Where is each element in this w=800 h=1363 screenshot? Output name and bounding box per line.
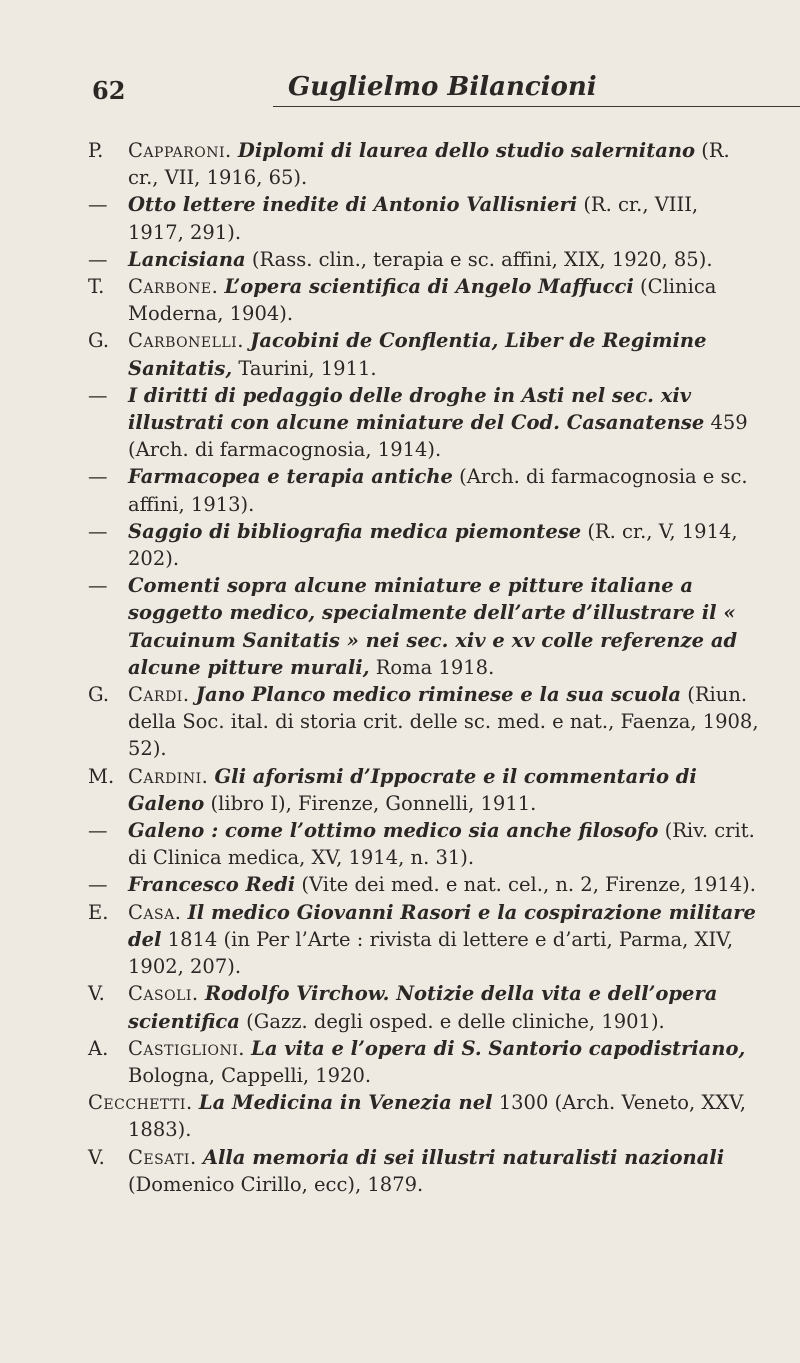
bibliography-entry	[88, 763, 760, 817]
entry-initial: G.	[88, 683, 110, 707]
entry-initial: M.	[88, 764, 115, 788]
entry-publication: (Gazz. degli osped. e delle cliniche, 1901).	[246, 1009, 665, 1033]
bibliography-entry	[88, 463, 760, 517]
entry-title: Rodolfo Virchow. Notizie della vita e dell’opera scientifica	[128, 982, 718, 1033]
entry-publication: (Riv. crit. di Clinica medica, XV, 1914, n. 31).	[128, 819, 755, 870]
entry-title: Saggio di bibliografia medica piemontese	[128, 519, 582, 543]
bibliography-entry	[88, 572, 760, 681]
bibliography-entry	[88, 246, 760, 273]
entry-initial: V.	[88, 982, 105, 1006]
entry-publication: (Riun. della Soc. ital. di storia crit. delle sc. med. e nat., Faenza, 1908, 52).	[128, 683, 759, 761]
bibliography-entry	[88, 980, 760, 1034]
entry-publication: Taurini, 1911.	[238, 356, 377, 380]
entry-dash: —	[88, 383, 108, 407]
entry-dash: —	[88, 193, 108, 217]
entry-title: La vita e l’opera di S. Santorio capodistriano,	[251, 1036, 746, 1060]
entry-publication: (Rass. clin., terapia e sc. affini, XIX, 1920, 85).	[251, 247, 713, 271]
entry-publication: (Clinica Moderna, 1904).	[128, 275, 717, 326]
entry-initial: G.	[88, 329, 110, 353]
bibliography-entry	[88, 518, 760, 572]
entry-author: Cardini.	[128, 764, 209, 788]
entry-publication: (R. cr., VIII, 1917, 291).	[128, 193, 699, 244]
entry-title: La Medicina in Venezia nel	[198, 1091, 493, 1115]
entry-title: Alla memoria di sei illustri naturalisti nazionali	[202, 1145, 725, 1169]
entry-dash: —	[88, 574, 108, 598]
entry-title: Diplomi di laurea dello studio salernitano	[237, 139, 696, 162]
entry-publication: Bologna, Cappelli, 1920.	[128, 1063, 372, 1087]
bibliography-entry	[88, 1089, 760, 1143]
entry-author: Castiglioni.	[128, 1036, 245, 1060]
entry-title: Il medico Giovanni Rasori e la cospirazione militare del	[128, 900, 756, 951]
entry-dash: —	[88, 873, 108, 897]
entry-title: Otto lettere inedite di Antonio Vallisnieri	[128, 193, 578, 217]
entry-author: Carbonelli.	[128, 329, 244, 353]
entry-author: Carbone.	[128, 275, 219, 299]
entry-publication: 1300 (Arch. Veneto, XXV, 1883).	[128, 1091, 746, 1142]
entry-publication: (Arch. di farmacognosia e sc. affini, 1913).	[128, 465, 748, 516]
entry-publication: (libro I), Firenze, Gonnelli, 1911.	[210, 791, 537, 815]
bibliography-entry	[88, 327, 760, 381]
entry-dash: —	[88, 519, 108, 543]
bibliography-entry	[88, 137, 760, 191]
entry-publication: Roma 1918.	[375, 655, 495, 679]
entry-author: Casa.	[128, 900, 182, 924]
bibliography-entry	[88, 871, 760, 898]
entry-author: Capparoni.	[128, 139, 232, 162]
entry-initial: T.	[88, 275, 105, 299]
header-rule	[273, 106, 800, 107]
entry-publication: 1814 (in Per l’Arte : rivista di lettere e d’arti, Parma, XIV, 1902, 207).	[128, 927, 734, 979]
entry-initial: A.	[88, 1036, 109, 1060]
entry-dash: —	[88, 465, 108, 489]
entry-title: Galeno : come l’ottimo medico sia anche filosofo	[128, 819, 659, 843]
entry-author: Cecchetti.	[88, 1091, 193, 1115]
entry-title: Farmacopea e terapia antiche	[128, 465, 453, 489]
bibliography-entry	[88, 817, 760, 871]
bibliography-entry	[88, 1144, 760, 1198]
entry-dash: —	[88, 819, 108, 843]
entry-publication: 459 (Arch. di farmacognosia, 1914).	[128, 411, 748, 462]
entry-initial: E.	[88, 900, 109, 924]
page-number: 62	[92, 76, 126, 105]
entry-title: Jacobini de Conflentia, Liber de Regimine Sanitatis,	[128, 329, 707, 380]
entry-initial: P.	[88, 139, 104, 162]
entry-title: Gli aforismi d’Ippocrate e il commentario di Galeno	[128, 764, 697, 815]
entry-title: Francesco Redi	[128, 873, 296, 897]
entry-title: L’opera scientifica di Angelo Maffucci	[224, 275, 634, 299]
entry-publication: (R. cr., V, 1914, 202).	[128, 519, 738, 571]
bibliography-entry	[88, 1035, 760, 1089]
entry-publication: (Vite dei med. e nat. cel., n. 2, Firenze, 1914).	[301, 873, 756, 897]
page-header	[78, 68, 750, 108]
entry-title: Lancisiana	[128, 247, 246, 271]
entry-author: Cesati.	[128, 1145, 197, 1169]
bibliography-entry	[88, 382, 760, 464]
bibliography-list	[88, 137, 760, 1198]
bibliography-entry	[88, 273, 760, 327]
entry-initial: V.	[88, 1145, 105, 1169]
entry-title: Jano Planco medico riminese e la sua scuola	[195, 683, 682, 707]
entry-publication: (R. cr., VII, 1916, 65).	[128, 139, 730, 190]
entry-author: Casoli.	[128, 982, 199, 1006]
entry-title: I diritti di pedaggio delle droghe in Asti nel sec. xiv illustrati con alcune miniature del Cod. Casanatense	[128, 383, 705, 435]
entry-author: Cardi.	[128, 683, 190, 707]
bibliography-entry	[88, 899, 760, 981]
entry-publication: (Domenico Cirillo, ecc), 1879.	[128, 1172, 424, 1196]
bibliography-entry	[88, 681, 760, 763]
entry-dash: —	[88, 247, 108, 271]
bibliography-entry	[88, 191, 760, 245]
running-title: Guglielmo Bilancioni	[288, 72, 597, 102]
entry-title: Comenti sopra alcune miniature e pitture italiane a soggetto medico, specialmente dell’arte d’illustrare il « Tacuinum Sanitatis » nei sec. xiv e xv colle referenze ad alcune pitture murali,	[128, 574, 738, 679]
